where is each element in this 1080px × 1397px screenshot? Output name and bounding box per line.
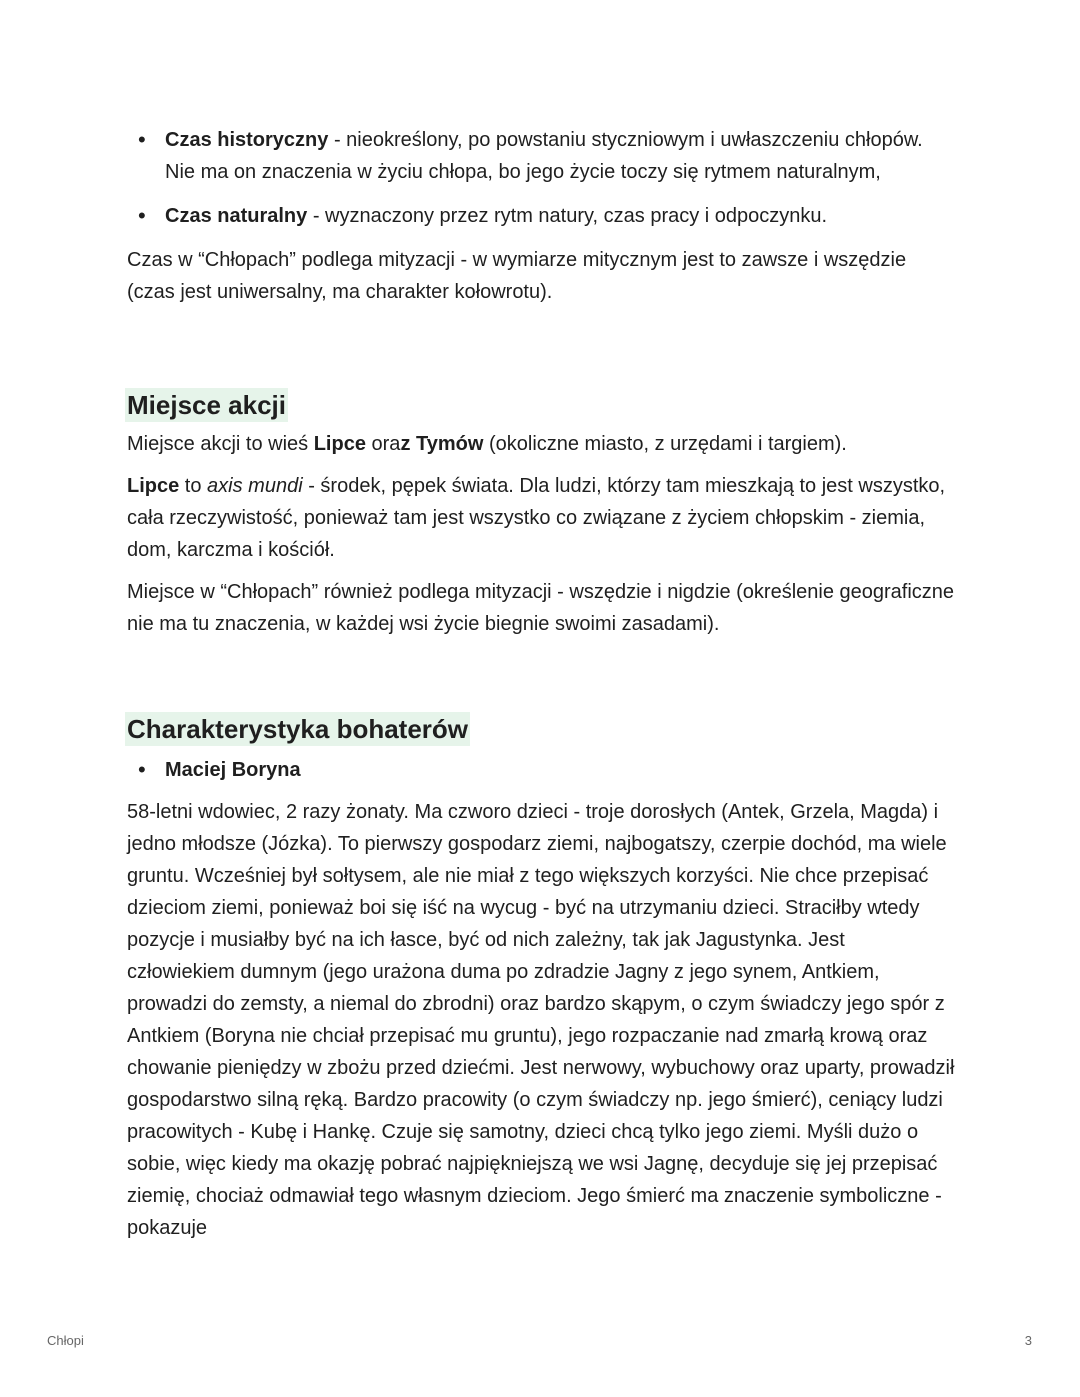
place-paragraph-1	[127, 428, 957, 460]
text: - środek, pępek świata. Dla ludzi, którzy tam mieszkają to jest wszystko, cała rzeczywistość, ponieważ tam jest wszystko co związane z życiem chłopskim - ziemia, dom, karczma i kościół.	[127, 475, 946, 561]
characters-list	[127, 754, 957, 786]
list-item	[127, 754, 957, 786]
text: (okoliczne miasto, z urzędami i targiem).	[483, 433, 847, 455]
list-item	[127, 124, 957, 188]
footer-document-title: Chłopi	[47, 1333, 84, 1348]
place-name-tymow: z Tymów	[400, 433, 484, 455]
term: Czas naturalny	[165, 205, 308, 227]
time-list	[127, 124, 957, 232]
place-name-lipce: Lipce	[127, 475, 180, 497]
place-name-lipce: Lipce	[313, 433, 366, 455]
term: Czas historyczny	[165, 129, 329, 151]
definition: - wyznaczony przez rytm natury, czas pracy i odpoczynku.	[307, 205, 828, 227]
character-paragraph: 58-letni wdowiec, 2 razy żonaty. Ma czworo dzieci - troje dorosłych (Antek, Grzela, Magda) i jedno młodsze (Józka). To pierwszy gospodarz ziemi, najbogatszy, czerpie dochód, ma wiele gruntu. Wcześniej był sołtysem, ale nie miał z tego większych korzyści. Nie chce przepisać dzieciom ziemi, ponieważ boi się iść na wycug - być na utrzymaniu dzieci. Straciłby wtedy pozycje i musiałby być na ich łasce, być od nich zależny, tak jak Jagustynka. Jest człowiekiem dumnym (jego urażona duma po zdradzie Jagny z jego synem, Antkiem, prowadzi do zemsty, a niemal do zbrodni) oraz bardzo skąpym, o czym świadczy jego spór z Antkiem (Boryna nie chciał przepisać mu gruntu), jego rozpaczanie nad zmarłą krową oraz chowanie pieniędzy w zbożu przed dziećmi. Jest nerwowy, wybuchowy oraz uparty, prowadził gospodarstwo silną ręką. Bardzo pracowity (o czym świadczy np. jego śmierć), ceniący ludzi pracowitych - Kubę i Hankę. Czuje się samotny, dzieci chcą tylko jego ziemi. Myśli dużo o sobie, więc kiedy ma okazję pobrać najpiękniejszą we wsi Jagnę, decyduje się jej przepisać ziemię, chociaż odmawiał tego własnym dzieciom. Jego śmierć ma znaczenie symboliczne - pokazuje	[127, 801, 955, 1239]
place-paragraph-3: Miejsce w “Chłopach” również podlega mityzacji - wszędzie i nigdzie (określenie geograficzne nie ma tu znaczenia, w każdej wsi życie biegnie swoimi zasadami).	[127, 581, 955, 635]
text: Miejsce akcji to wieś	[127, 433, 314, 455]
section-heading-characters: Charakterystyka bohaterów	[127, 714, 469, 744]
time-paragraph: Czas w “Chłopach” podlega mityzacji - w wymiarze mitycznym jest to zawsze i wszędzie (czas jest uniwersalny, ma charakter kołowrotu).	[127, 249, 907, 303]
place-paragraph-2	[127, 470, 957, 566]
text: ora	[365, 433, 401, 455]
section-heading-place: Miejsce akcji	[127, 390, 286, 420]
list-item	[127, 200, 957, 232]
text: to	[179, 475, 208, 497]
footer-page-number: 3	[1024, 1333, 1032, 1348]
axis-mundi: axis mundi	[207, 475, 303, 497]
definition: - nieokreślony, po powstaniu styczniowym i uwłaszczeniu chłopów. Nie ma on znaczenia w życiu chłopa, bo jego życie toczy się rytmem naturalnym,	[165, 129, 923, 183]
page-content	[127, 124, 957, 1244]
character-name: Maciej Boryna	[165, 759, 301, 781]
